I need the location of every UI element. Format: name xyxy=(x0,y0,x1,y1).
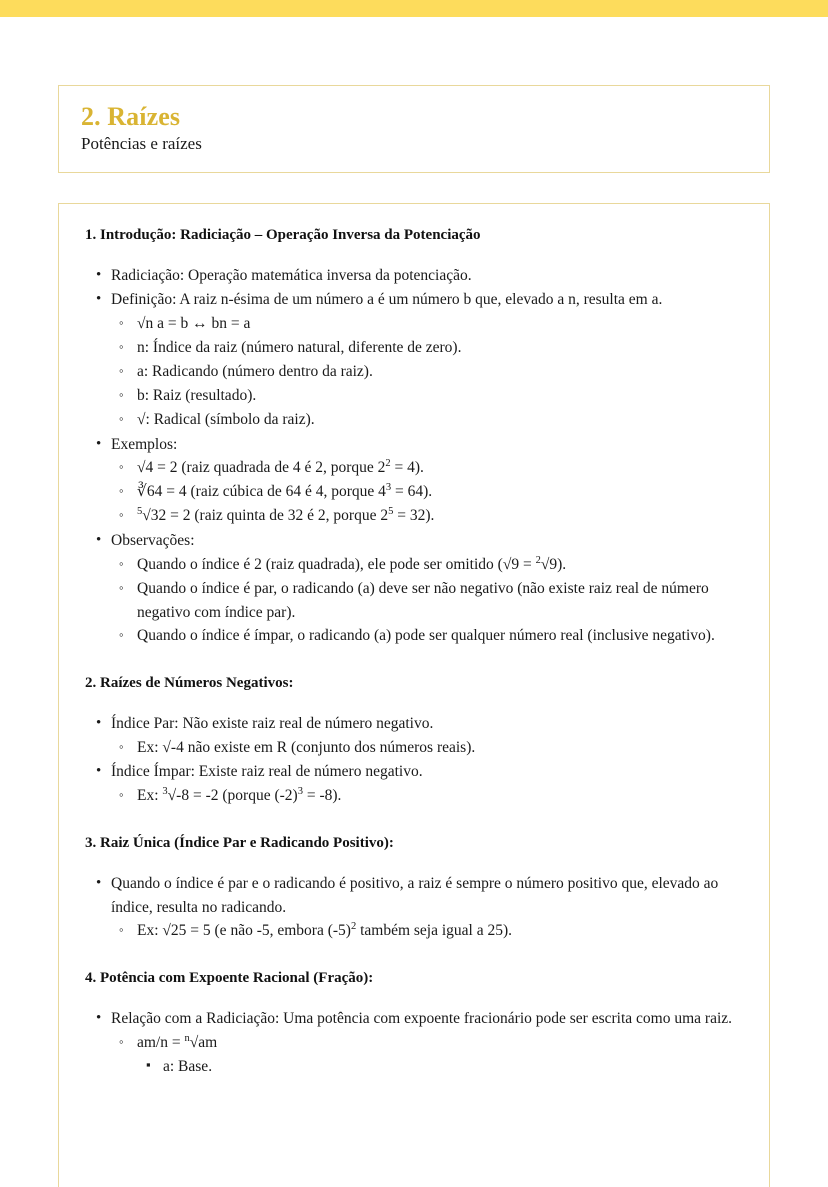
document-page xyxy=(0,85,828,1187)
list-item xyxy=(111,480,743,504)
bullet-list-level-2 xyxy=(111,919,743,943)
sections-container xyxy=(85,226,743,1078)
list-item-text: • Índice Par: Não existe raiz real de número negativo. xyxy=(111,712,743,736)
page-title: 2. Raízes xyxy=(81,102,181,131)
section-3 xyxy=(85,834,743,943)
list-item-text: • Índice Ímpar: Existe raiz real de número negativo. xyxy=(111,760,743,784)
list-item xyxy=(85,288,743,431)
list-item xyxy=(111,624,743,648)
list-item-text: ◦ √4 = 2 (raiz quadrada de 4 é 2, porque $2^2 = 4$). xyxy=(137,456,743,480)
list-item xyxy=(85,264,743,288)
list-item xyxy=(111,1031,743,1079)
list-item-text: ▪ a: Base. xyxy=(163,1055,743,1079)
list-item xyxy=(111,919,743,943)
list-item xyxy=(85,712,743,760)
list-item xyxy=(85,433,743,528)
list-item-text: ◦ am/n = $^n$√am xyxy=(137,1031,743,1055)
list-item-text: ◦ Quando o índice é 2 (raiz quadrada), ele pode ser omitido (√9 = $^2$√9). xyxy=(137,553,743,577)
list-item-text: • Observações: xyxy=(111,529,743,553)
bullet-list-level-1 xyxy=(85,1007,743,1079)
bullet-list-level-2 xyxy=(111,456,743,528)
bullet-list-level-2 xyxy=(111,784,743,808)
list-item xyxy=(111,336,743,360)
list-item-text: • Quando o índice é par e o radicando é positivo, a raiz é sempre o número positivo que, elevado ao índice, resulta no radicando. xyxy=(111,872,743,920)
bullet-list-level-1 xyxy=(85,712,743,808)
title-card xyxy=(58,85,770,173)
list-item-text: ◦ √: Radical (símbolo da raiz). xyxy=(137,408,743,432)
bullet-list-level-2 xyxy=(111,736,743,760)
section-2 xyxy=(85,674,743,808)
bullet-list-level-2 xyxy=(111,553,743,648)
section-heading: 2. Raízes de Números Negativos: xyxy=(85,675,294,692)
list-item xyxy=(111,784,743,808)
bullet-list-level-3 xyxy=(137,1055,743,1079)
list-item-text: • Radiciação: Operação matemática inversa da potenciação. xyxy=(111,264,743,288)
list-item xyxy=(111,456,743,480)
list-item xyxy=(111,504,743,528)
list-item-text: ◦ √n a = b ↔ bn = a xyxy=(137,312,743,336)
list-item-text: ◦ n: Índice da raiz (número natural, diferente de zero). xyxy=(137,336,743,360)
list-item-text: ◦ b: Raiz (resultado). xyxy=(137,384,743,408)
bullet-list-level-1 xyxy=(85,872,743,944)
section-heading: 4. Potência com Expoente Racional (Fração): xyxy=(85,970,374,987)
bullet-list-level-1 xyxy=(85,264,743,649)
list-item xyxy=(111,553,743,577)
list-item-text: ◦ Quando o índice é par, o radicando (a) deve ser não negativo (não existe raiz real de número negativo com índice par). xyxy=(137,577,743,625)
bullet-list-level-2 xyxy=(111,1031,743,1079)
list-item-text: • Definição: A raiz n-ésima de um número a é um número b que, elevado a n, resulta em a. xyxy=(111,288,743,312)
list-item xyxy=(111,312,743,336)
page-subtitle: Potências e raízes xyxy=(81,133,202,153)
list-item xyxy=(85,872,743,944)
content-card xyxy=(58,203,770,1187)
list-item-text: ◦ Quando o índice é ímpar, o radicando (a) pode ser qualquer número real (inclusive negativo). xyxy=(137,624,743,648)
list-item xyxy=(85,1007,743,1079)
section-heading: 3. Raiz Única (Índice Par e Radicando Positivo): xyxy=(85,835,394,852)
list-item xyxy=(111,736,743,760)
list-item-text: • Exemplos: xyxy=(111,433,743,457)
bullet-list-level-2 xyxy=(111,312,743,431)
list-item xyxy=(85,760,743,808)
list-item-text: ◦ ∛64 = 4 (raiz cúbica de 64 é 4, porque $4^3 = 64$). xyxy=(137,480,743,504)
section-heading: 1. Introdução: Radiciação – Operação Inversa da Potenciação xyxy=(85,227,481,244)
section-1 xyxy=(85,226,743,648)
list-item-text: • Relação com a Radiciação: Uma potência com expoente fracionário pode ser escrita como uma raiz. xyxy=(111,1007,743,1031)
list-item xyxy=(85,529,743,648)
section-4 xyxy=(85,969,743,1078)
list-item xyxy=(111,360,743,384)
list-item xyxy=(137,1055,743,1079)
list-item xyxy=(111,577,743,625)
list-item xyxy=(111,408,743,432)
list-item-text: ◦ Ex: √-4 não existe em R (conjunto dos números reais). xyxy=(137,736,743,760)
list-item-text: ◦ a: Radicando (número dentro da raiz). xyxy=(137,360,743,384)
list-item-text: ◦ $^5$√32 = 2 (raiz quinta de 32 é 2, porque $2^5 = 32$). xyxy=(137,504,743,528)
top-accent-bar xyxy=(0,0,828,17)
list-item-text: ◦ Ex: $^3$√-8 = -2 (porque $(-2)^3 = -8$). xyxy=(137,784,743,808)
list-item-text: ◦ Ex: √25 = 5 (e não -5, embora $(-5)^2$ também seja igual a 25). xyxy=(137,919,743,943)
list-item xyxy=(111,384,743,408)
